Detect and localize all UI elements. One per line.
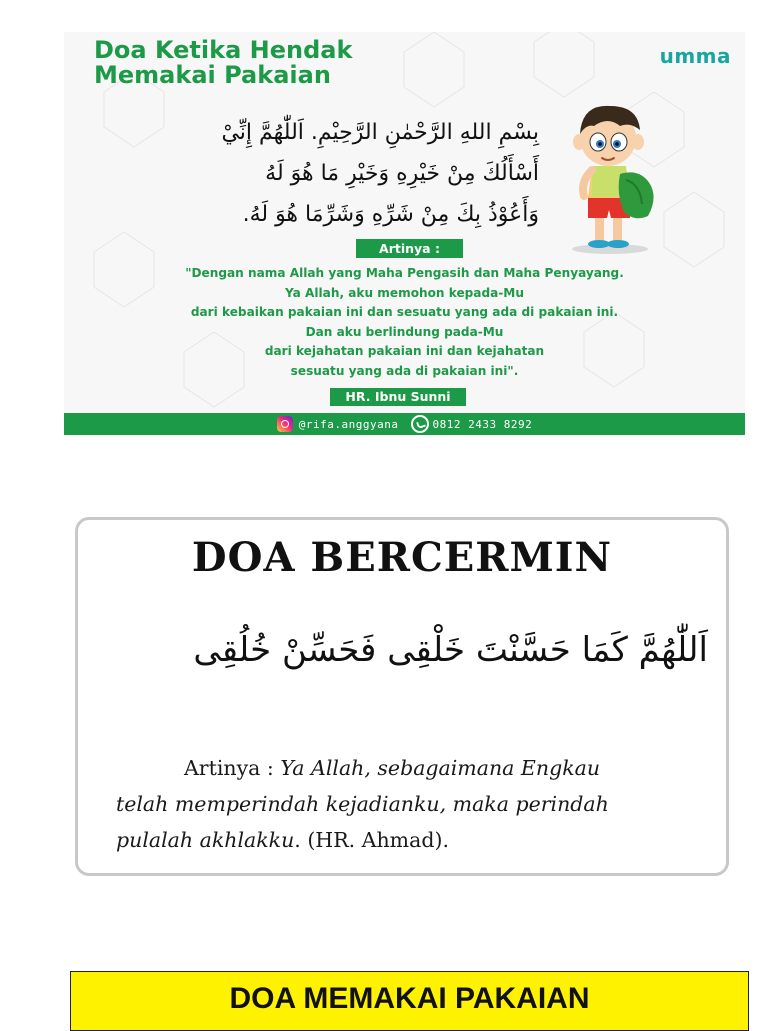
umma-logo: umma [659,44,731,68]
translation-line: dari kebaikan pakaian ini dan sesuatu yang ada di pakaian ini. [190,305,619,319]
doa-memakai-pakaian-heading: DOA MEMAKAI PAKAIAN [70,971,749,1031]
artinya-label: Artinya : [356,239,463,258]
translation-part: pulalah akhlakku [116,828,295,852]
translation-line [116,822,706,858]
doa-memakai-pakaian-card [64,32,745,435]
card-title: DOA BERCERMIN [191,534,613,581]
arabic-prayer: اَللّٰهُمَّ كَمَا حَسَّنْتَ خَلْقِى فَحَسِّنْ خُلُقِى [193,630,708,670]
boy-illustration [562,104,672,254]
arabic-line: وَأَعُوْذُ بِكَ مِنْ شَرِّهِ وَشَرِّمَا هُوَ لَهُ. [242,202,539,227]
artinya-label: Artinya : [184,756,274,780]
translation-line: Dan aku berlindung pada-Mu [305,324,504,339]
translation-text [84,264,725,381]
translation-text [116,750,706,858]
arabic-prayer [139,112,539,235]
contact-footer [64,413,745,435]
translation-part: telah memperindah kejadianku, maka perindah [116,792,609,816]
translation-line: dari kejahatan pakaian ini dan kejahatan [264,344,545,358]
doa-bercermin-card [75,517,729,876]
translation-line: "Dengan nama Allah yang Maha Pengasih dan Maha Penyayang. [185,266,624,280]
translation-line: Ya Allah, aku memohon kepada-Mu [285,285,524,300]
translation-part: Ya Allah, sebagaimana Engkau [280,756,601,780]
title-line-1: Doa Ketika Hendak [94,36,353,64]
instagram-icon [277,416,293,432]
hadith-source-label: HR. Ibnu Sunni [330,388,466,406]
translation-line [116,786,706,822]
hadith-source: . (HR. Ahmad). [294,828,449,852]
card-title [94,38,494,88]
translation-line: sesuatu yang ada di pakaian ini". [290,363,519,378]
translation-line [116,750,706,786]
phone-number: 0812 2433 8292 [432,417,533,431]
whatsapp-icon [411,415,429,433]
arabic-line: أَسْأَلُكَ مِنْ خَيْرِهِ وَخَيْرِ مَا هُوَ لَهُ [265,161,539,186]
arabic-line: بِسْمِ اللهِ الرَّحْمٰنِ الرَّحِيْمِ. اَللّٰهُمَّ إِنِّيْ [221,120,539,145]
instagram-handle: @rifa.anggyana [298,417,399,431]
title-line-2: Memakai Pakaian [94,61,331,89]
